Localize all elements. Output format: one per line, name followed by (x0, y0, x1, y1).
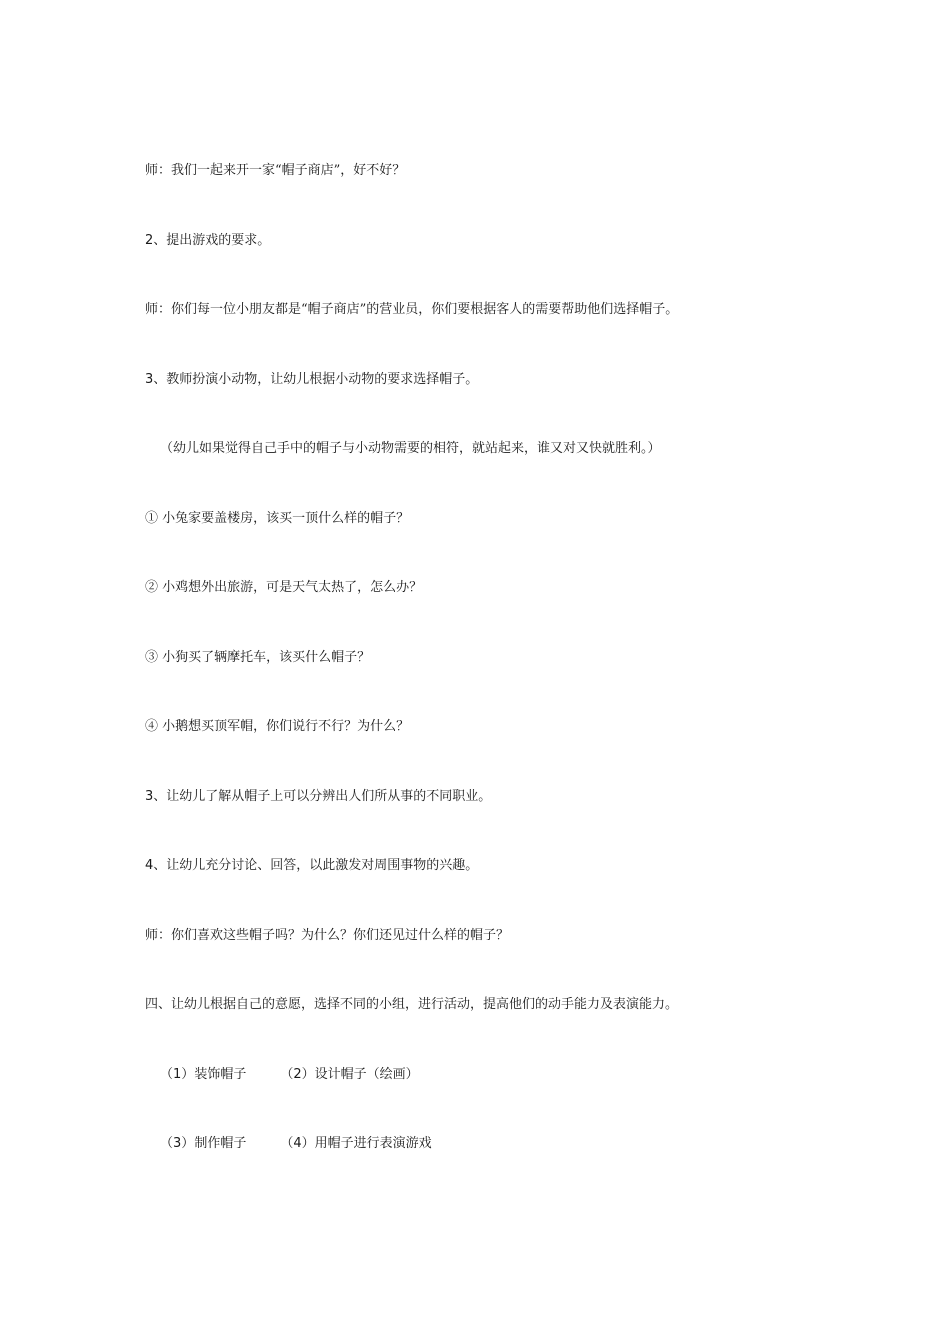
group-number: 2 (293, 1067, 302, 1082)
paragraph-text: 师：我们一起来开一家“帽子商店”，好不好？ (145, 163, 406, 178)
step-number: 3 (145, 789, 154, 804)
paragraph-note (160, 440, 661, 458)
paragraph-section-four (145, 996, 678, 1014)
step-number: 2 (145, 233, 154, 248)
question-marker: ③ (145, 650, 159, 665)
question-2 (145, 579, 422, 597)
paragraph-step-4 (145, 857, 478, 875)
paragraph-text: 四、让幼儿根据自己的意愿，选择不同的小组，进行活动，提高他们的动手能力及表演能力。 (145, 997, 679, 1012)
paragraph-step-3b (145, 788, 491, 806)
question-marker: ④ (145, 719, 159, 734)
step-number: 3 (145, 372, 154, 387)
paragraph-text: 、让幼儿了解从帽子上可以分辨出人们所从事的不同职业。 (153, 789, 492, 804)
group-item-1: （1）装饰帽子 (160, 1067, 247, 1082)
paragraph-text: 师：你们喜欢这些帽子吗？为什么？你们还见过什么样的帽子？ (145, 928, 510, 943)
group-label: 设计帽子（绘画） (314, 1067, 419, 1082)
paragraph-text: 、提出游戏的要求。 (153, 233, 271, 248)
group-label: 用帽子进行表演游戏 (314, 1136, 432, 1151)
question-4 (145, 718, 409, 736)
question-text: 小鹅想买顶军帽，你们说行不行？为什么？ (158, 719, 410, 734)
step-number: 4 (145, 858, 154, 873)
paragraph-text: 师：你们每一位小朋友都是“帽子商店”的营业员，你们要根据客人的需要帮助他们选择帽子。 (145, 302, 679, 317)
group-item-4: （4）用帽子进行表演游戏 (280, 1136, 432, 1151)
group-number: 4 (293, 1136, 302, 1151)
question-marker: ② (145, 580, 159, 595)
paragraph-teacher-instruction (145, 301, 678, 319)
group-row-2 (160, 1135, 432, 1153)
question-marker: ① (145, 511, 159, 526)
question-text: 小狗买了辆摩托车，该买什么帽子？ (158, 650, 371, 665)
group-item-3: （3）制作帽子 (160, 1136, 247, 1151)
question-3 (145, 649, 370, 667)
group-item-2: （2）设计帽子（绘画） (280, 1067, 419, 1082)
paragraph-step-3 (145, 371, 478, 389)
question-text: 小鸡想外出旅游，可是天气太热了，怎么办？ (158, 580, 423, 595)
group-row-1 (160, 1066, 419, 1084)
group-number: 3 (173, 1136, 182, 1151)
paragraph-text: 、让幼儿充分讨论、回答，以此激发对周围事物的兴趣。 (153, 858, 479, 873)
group-number: 1 (173, 1067, 182, 1082)
question-text: 小兔家要盖楼房，该买一顶什么样的帽子？ (158, 511, 410, 526)
group-label: 装饰帽子 (194, 1067, 247, 1082)
group-label: 制作帽子 (194, 1136, 247, 1151)
question-1 (145, 510, 409, 528)
paragraph-text: （幼儿如果觉得自己手中的帽子与小动物需要的相符，就站起来，谁又对又快就胜利。） (160, 441, 661, 456)
paragraph-teacher-question (145, 927, 509, 945)
paragraph-text: 、教师扮演小动物，让幼儿根据小动物的要求选择帽子。 (153, 372, 479, 387)
paragraph-intro (145, 162, 405, 180)
paragraph-step-2 (145, 232, 270, 250)
